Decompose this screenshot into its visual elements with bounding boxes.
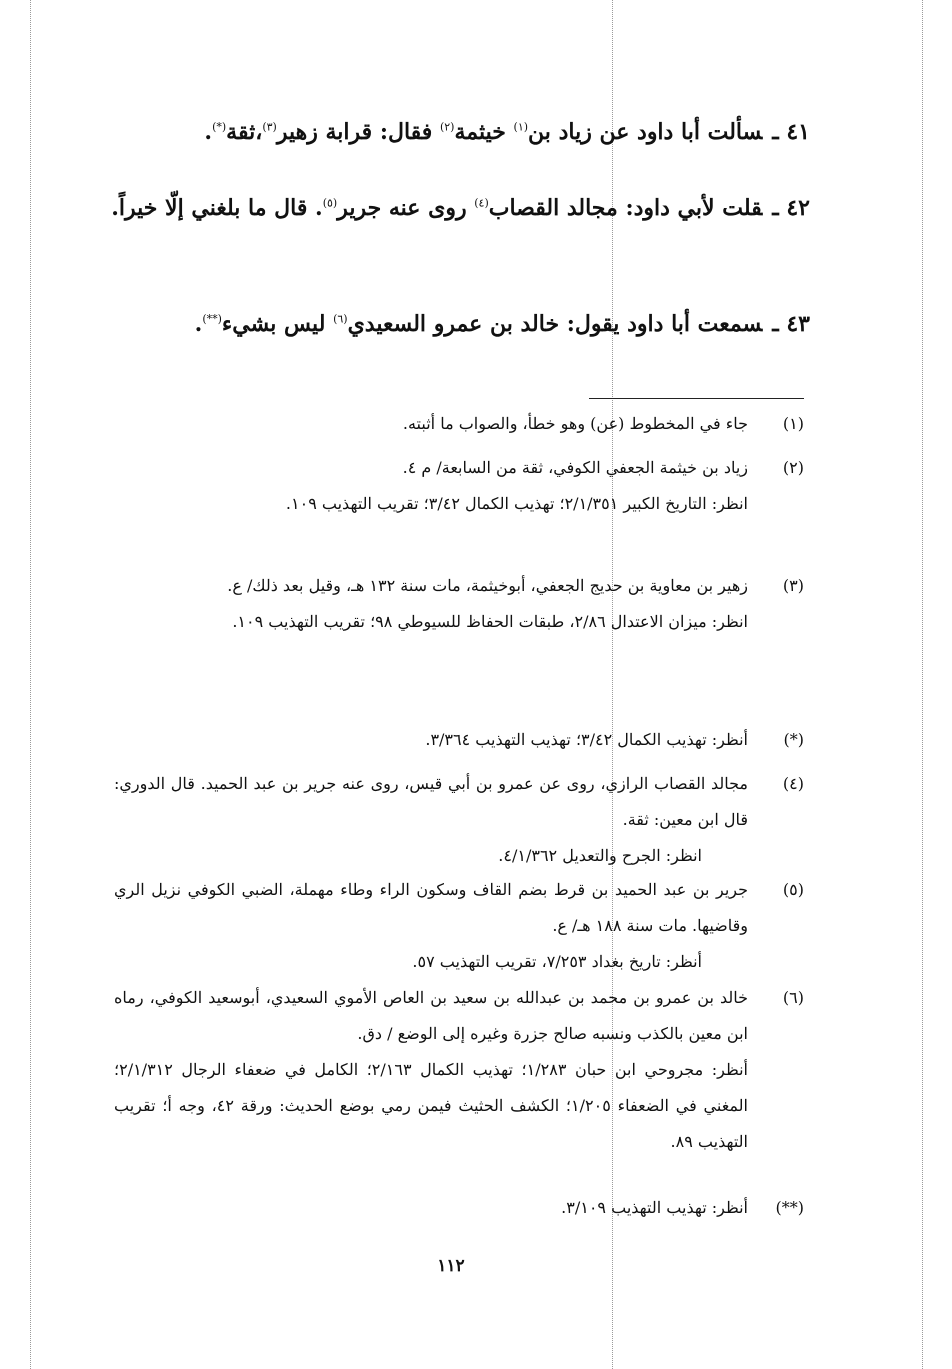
footnote-marker: (٥) — [782, 880, 804, 899]
footnote-star — [114, 722, 804, 758]
footnote-ref[interactable]: (**) — [202, 312, 222, 326]
footnote-separator — [589, 398, 804, 399]
footnote-marker: (٦) — [782, 988, 804, 1007]
entry-text: . — [204, 119, 213, 145]
footnote-ref[interactable]: (٦) — [333, 312, 348, 326]
scan-dotted-line — [922, 0, 923, 1369]
footnote-text: أنظر: تهذيب التهذيب ٣/١٠٩. — [561, 1198, 748, 1217]
footnote-ref[interactable]: (٢) — [439, 120, 455, 134]
entry-42 — [110, 184, 810, 232]
entry-text: روى عنه جرير — [337, 195, 475, 221]
entry-number: ٤٣ ـ — [772, 311, 810, 337]
entry-text: . — [194, 311, 203, 337]
entry-text: خيثمة — [454, 119, 514, 145]
footnote-2 — [114, 450, 804, 522]
footnote-marker: (٢) — [782, 458, 804, 477]
entry-43 — [110, 300, 810, 348]
entry-text: سألت أبا داود عن زياد بن — [528, 119, 763, 145]
entry-text: فقال: قرابة زهير — [276, 119, 440, 145]
footnote-source: أنظر: مجروحي ابن حبان ١/٢٨٣؛ تهذيب الكمال ٢/١٦٣؛ الكامل في ضعفاء الرجال ٢/١/٣١٢؛ المغني في الضعفاء ١/٢٠٥؛ الكشف الحثيث فيمن رمي بوضع الحديث: ورقة ٤٢، وجه أ؛ تقريب التهذيب ٨٩. — [114, 1060, 749, 1151]
footnote-source: انظر: الجرح والتعديل ٤/١/٣٦٢. — [498, 846, 702, 865]
footnote-ref[interactable]: (٣) — [262, 120, 277, 134]
entry-number: ٤٢ ـ — [772, 195, 810, 221]
footnote-source: انظر: ميزان الاعتدال ٢/٨٦، طبقات الحفاظ للسيوطي ٩٨؛ تقريب التهذيب ١٠٩. — [232, 612, 748, 631]
footnote-ref[interactable]: (*) — [212, 120, 227, 134]
footnote-marker: (٤) — [782, 774, 804, 793]
scan-dotted-line — [30, 0, 31, 1369]
page-number: ١١٢ — [437, 1256, 465, 1276]
footnote-marker: (١) — [782, 414, 804, 433]
footnote-marker: (**) — [775, 1198, 804, 1217]
footnote-text: مجالد القصاب الرازي، روى عن عمرو بن أبي قيس، روى عنه جرير بن عبد الحميد. قال الدوري: قال ابن معين: ثقة. — [114, 774, 748, 829]
footnote-marker: (٣) — [782, 576, 804, 595]
footnote-6 — [114, 980, 804, 1160]
entry-41 — [110, 108, 810, 156]
footnote-4 — [114, 766, 804, 874]
footnote-text: جاء في المخطوط (عن) وهو خطأ، والصواب ما أثبته. — [402, 414, 748, 433]
footnote-5 — [114, 872, 804, 980]
footnote-text: خالد بن عمرو بن محمد بن عبدالله بن سعيد بن العاص الأموي السعيدي، أبوسعيد الكوفي، رماه ابن معين بالكذب ونسبه صالح جزرة وغيره إلى الوضع / دق. — [114, 988, 749, 1043]
footnote-ref[interactable]: (٤) — [474, 196, 489, 210]
entry-text: قلت لأبي داود: مجالد القصاب — [488, 195, 763, 221]
footnote-1 — [114, 406, 804, 442]
entry-text: . قال ما بلغني إلّا خيراً. — [111, 195, 323, 221]
entry-number: ٤١ ـ — [772, 119, 810, 145]
entry-text: سمعت أبا داود يقول: خالد بن عمرو السعيدي — [347, 311, 763, 337]
footnote-source: أنظر: تاريخ بغداد ٧/٢٥٣، تقريب التهذيب ٥٧. — [412, 952, 702, 971]
footnote-text: زياد بن خيثمة الجعفي الكوفي، ثقة من السابعة/ م ٤. — [402, 458, 748, 477]
entry-text: ،ثقة — [226, 119, 263, 145]
footnote-text: زهير بن معاوية بن حديج الجعفي، أبوخيثمة، مات سنة ١٣٢ هـ، وقيل بعد ذلك/ ع. — [227, 576, 748, 595]
footnote-ref[interactable]: (١) — [513, 120, 529, 134]
footnote-double-star — [114, 1190, 804, 1226]
footnote-3 — [114, 568, 804, 640]
entry-text: ليس بشيء — [221, 311, 334, 337]
footnote-marker: (*) — [783, 730, 804, 749]
footnote-source: انظر: التاريخ الكبير ٢/١/٣٥١؛ تهذيب الكمال ٣/٤٢؛ تقريب التهذيب ١٠٩. — [285, 494, 748, 513]
footnote-text: أنظر: تهذيب الكمال ٣/٤٢؛ تهذيب التهذيب ٣/٣٦٤. — [425, 730, 748, 749]
footnote-text: جرير بن عبد الحميد بن قرط بضم القاف وسكون الراء وطاء مهملة، الضبي الكوفي نزيل الري وقاضيها. مات سنة ١٨٨ هـ/ ع. — [114, 880, 749, 935]
footnote-ref[interactable]: (٥) — [322, 196, 338, 210]
